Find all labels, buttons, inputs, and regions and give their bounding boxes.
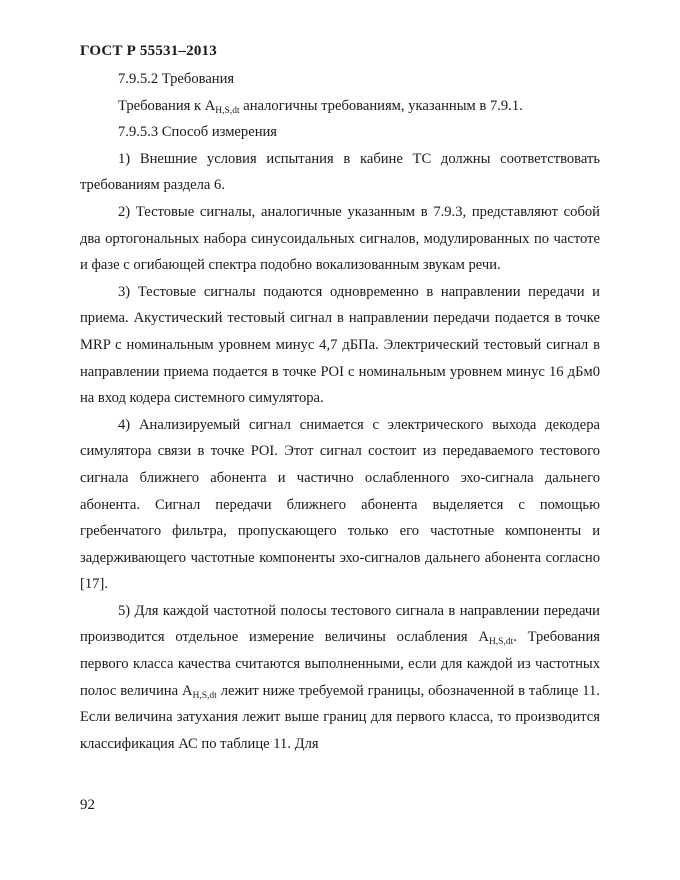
text-fragment: . Требования первого класса качества считаются выполненными, если для каждой из частотных полос величина A: [80, 629, 600, 699]
standard-header: ГОСТ Р 55531–2013: [80, 43, 217, 59]
list-item-4: 4) Анализируемый сигнал снимается с электрического выхода декодера симулятора связи в точке POI. Этот сигнал состоит из передаваемого тестового сигнала ближнего абонента и частично ослабленного эхо-сигнала дальнего абонента. Сигнал передачи ближнего абонента выделяется с помощью гребенчатого фильтра, пропускающего только его частотные компоненты и задерживающего частотные компоненты эхо-сигналов дальнего абонента согласно [17].: [80, 416, 600, 593]
subscript: H,S,dt: [192, 690, 217, 701]
list-item-2: 2) Тестовые сигналы, аналогичные указанным в 7.9.3, представляют собой два ортогональных набора синусоидальных сигналов, модулированных по частоте и фазе с огибающей спектра подобно вокализованным звукам речи.: [80, 203, 600, 274]
list-item-3: 3) Тестовые сигналы подаются одновременно в направлении передачи и приема. Акустический тестовый сигнал в направлении передачи подается в точке MRP с номинальным уровнем минус 4,7 дБПа. Электрический тестовый сигнал в направлении приема подается в точке POI с номинальным уровнем минус 16 дБм0 на вход кодера системного симулятора.: [80, 283, 600, 407]
text-fragment: аналогичны требованиям, указанным в 7.9.1.: [239, 97, 523, 114]
list-item-5: [80, 598, 600, 758]
heading-requirements: 7.9.5.2 Требования: [118, 71, 235, 87]
text-fragment: Требования к A: [118, 97, 216, 114]
paragraph-requirements: [80, 93, 600, 120]
heading-method: 7.9.5.3 Способ измерения: [118, 124, 278, 141]
body-text: [80, 66, 600, 757]
subscript: H,S,dt: [215, 105, 240, 116]
list-item-1: 1) Внешние условия испытания в кабине ТС должны соответствовать требованиям раздела 6.: [80, 150, 600, 194]
text-fragment: лежит ниже требуемой границы, обозначенной в таблице 11. Если величина затухания лежит выше границ для первого класса, то производится классификация АС по таблице 11. Для: [80, 682, 600, 752]
text-fragment: 5) Для каждой частотной полосы тестового сигнала в направлении передачи производится отдельное измерение величины ослабления A: [80, 602, 600, 646]
subscript: H,S,dt: [488, 637, 514, 648]
page-number: 92: [80, 797, 95, 813]
